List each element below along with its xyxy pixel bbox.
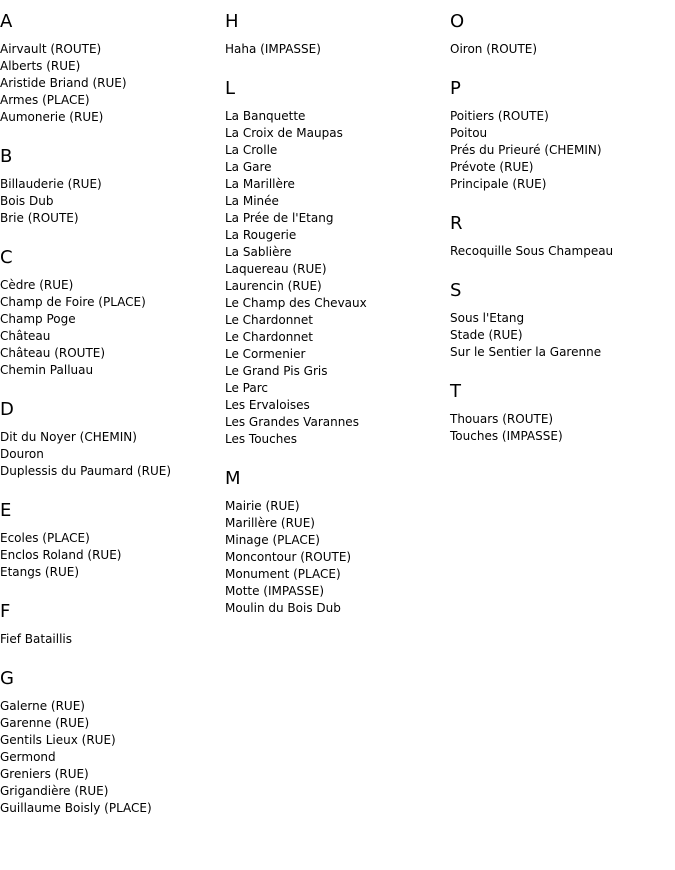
street-link[interactable]: La Sablière [225, 245, 292, 259]
street-link[interactable]: Poitou [450, 126, 488, 140]
letter-heading: C [0, 247, 13, 268]
street-index-column-3 [450, 11, 670, 465]
street-link[interactable]: Château (ROUTE) [0, 346, 106, 360]
street-link[interactable]: Chemin Palluau [0, 363, 94, 377]
letter-heading: G [0, 668, 14, 689]
street-list [450, 310, 670, 361]
street-link[interactable]: Aristide Briand (RUE) [0, 76, 127, 90]
street-link[interactable]: Minage (PLACE) [225, 533, 320, 547]
street-list [450, 411, 670, 445]
street-link[interactable]: La Marillère [225, 177, 295, 191]
street-list [0, 429, 220, 480]
street-list [225, 108, 445, 448]
letter-section-s [450, 280, 670, 361]
letter-section-d [0, 399, 220, 480]
street-list [450, 243, 670, 260]
street-link[interactable]: Bois Dub [0, 194, 54, 208]
street-link[interactable]: Dit du Noyer (CHEMIN) [0, 430, 137, 444]
letter-section-b [0, 146, 220, 227]
letter-section-l [225, 78, 445, 448]
street-list [0, 530, 220, 581]
letter-section-t [450, 381, 670, 445]
street-link[interactable]: Duplessis du Paumard (RUE) [0, 464, 172, 478]
street-link[interactable]: Enclos Roland (RUE) [0, 548, 122, 562]
street-link[interactable]: Garenne (RUE) [0, 716, 90, 730]
letter-section-m [225, 468, 445, 617]
street-link[interactable]: Le Champ des Chevaux [225, 296, 367, 310]
street-link[interactable]: Thouars (ROUTE) [450, 412, 554, 426]
street-link[interactable]: Alberts (RUE) [0, 59, 81, 73]
street-link[interactable]: Moncontour (ROUTE) [225, 550, 352, 564]
street-list [0, 41, 220, 126]
street-link[interactable]: Mairie (RUE) [225, 499, 300, 513]
street-link[interactable]: Galerne (RUE) [0, 699, 85, 713]
street-link[interactable]: Château [0, 329, 51, 343]
street-list [450, 108, 670, 193]
letter-section-o [450, 11, 670, 58]
street-link[interactable]: Principale (RUE) [450, 177, 547, 191]
letter-heading: O [450, 11, 465, 32]
letter-section-f [0, 601, 220, 648]
street-link[interactable]: Haha (IMPASSE) [225, 42, 321, 56]
letter-heading: E [0, 500, 12, 521]
street-link[interactable]: Brie (ROUTE) [0, 211, 79, 225]
letter-heading: T [450, 381, 461, 402]
letter-heading: M [225, 468, 241, 489]
letter-section-h [225, 11, 445, 58]
street-link[interactable]: La Minée [225, 194, 279, 208]
street-list [0, 698, 220, 817]
street-index-column-2 [225, 11, 445, 637]
street-link[interactable]: Etangs (RUE) [0, 565, 79, 579]
street-link[interactable]: Laquereau (RUE) [225, 262, 327, 276]
street-link[interactable]: Touches (IMPASSE) [450, 429, 563, 443]
street-index-column-1 [0, 11, 220, 837]
street-link[interactable]: Champ de Foire (PLACE) [0, 295, 146, 309]
street-link[interactable]: Cèdre (RUE) [0, 278, 74, 292]
street-link[interactable]: Le Grand Pis Gris [225, 364, 328, 378]
street-link[interactable]: Billauderie (RUE) [0, 177, 102, 191]
street-link[interactable]: Les Touches [225, 432, 297, 446]
letter-heading: P [450, 78, 461, 99]
street-link[interactable]: Le Chardonnet [225, 330, 313, 344]
street-list [0, 277, 220, 379]
street-link[interactable]: Champ Poge [0, 312, 76, 326]
street-list [225, 498, 445, 617]
letter-section-g [0, 668, 220, 817]
letter-heading: H [225, 11, 239, 32]
street-link[interactable]: Germond [0, 750, 56, 764]
street-link[interactable]: Sous l'Etang [450, 311, 525, 325]
street-link[interactable]: Sur le Sentier la Garenne [450, 345, 602, 359]
street-link[interactable]: Prévote (RUE) [450, 160, 534, 174]
street-link[interactable]: La Gare [225, 160, 272, 174]
street-link[interactable]: Recoquille Sous Champeau [450, 244, 614, 258]
letter-section-c [0, 247, 220, 379]
street-link[interactable]: Grigandière (RUE) [0, 784, 109, 798]
street-link[interactable]: Laurencin (RUE) [225, 279, 322, 293]
street-link[interactable]: Guillaume Boisly (PLACE) [0, 801, 152, 815]
letter-heading: F [0, 601, 11, 622]
street-link[interactable]: Oiron (ROUTE) [450, 42, 538, 56]
street-link[interactable]: Poitiers (ROUTE) [450, 109, 549, 123]
street-list [450, 41, 670, 58]
letter-heading: S [450, 280, 462, 301]
street-list [0, 176, 220, 227]
street-link[interactable]: Prés du Prieuré (CHEMIN) [450, 143, 602, 157]
street-link[interactable]: Le Chardonnet [225, 313, 313, 327]
street-link[interactable]: Stade (RUE) [450, 328, 523, 342]
street-link[interactable]: Monument (PLACE) [225, 567, 341, 581]
letter-heading: A [0, 11, 13, 32]
letter-heading: D [0, 399, 14, 420]
letter-section-a [0, 11, 220, 126]
street-link[interactable]: Aumonerie (RUE) [0, 110, 104, 124]
street-link[interactable]: Le Cormenier [225, 347, 306, 361]
letter-section-r [450, 213, 670, 260]
street-link[interactable]: Gentils Lieux (RUE) [0, 733, 116, 747]
street-link[interactable]: Douron [0, 447, 44, 461]
street-link[interactable]: Le Parc [225, 381, 268, 395]
street-link[interactable]: Motte (IMPASSE) [225, 584, 325, 598]
street-link[interactable]: Les Ervaloises [225, 398, 310, 412]
street-link[interactable]: Les Grandes Varannes [225, 415, 359, 429]
letter-section-p [450, 78, 670, 193]
street-link[interactable]: La Croix de Maupas [225, 126, 343, 140]
street-link[interactable]: Fief Bataillis [0, 632, 73, 646]
street-link[interactable]: La Crolle [225, 143, 278, 157]
street-link[interactable]: Airvault (ROUTE) [0, 42, 102, 56]
street-list [0, 631, 220, 648]
street-link[interactable]: Ecoles (PLACE) [0, 531, 90, 545]
letter-heading: L [225, 78, 236, 99]
letter-heading: R [450, 213, 463, 234]
street-link[interactable]: La Rougerie [225, 228, 297, 242]
street-list [225, 41, 445, 58]
street-link[interactable]: Moulin du Bois Dub [225, 601, 341, 615]
street-link[interactable]: Marillère (RUE) [225, 516, 315, 530]
street-link[interactable]: La Prée de l'Etang [225, 211, 334, 225]
letter-section-e [0, 500, 220, 581]
street-link[interactable]: Armes (PLACE) [0, 93, 90, 107]
street-link[interactable]: La Banquette [225, 109, 306, 123]
street-link[interactable]: Greniers (RUE) [0, 767, 89, 781]
letter-heading: B [0, 146, 13, 167]
